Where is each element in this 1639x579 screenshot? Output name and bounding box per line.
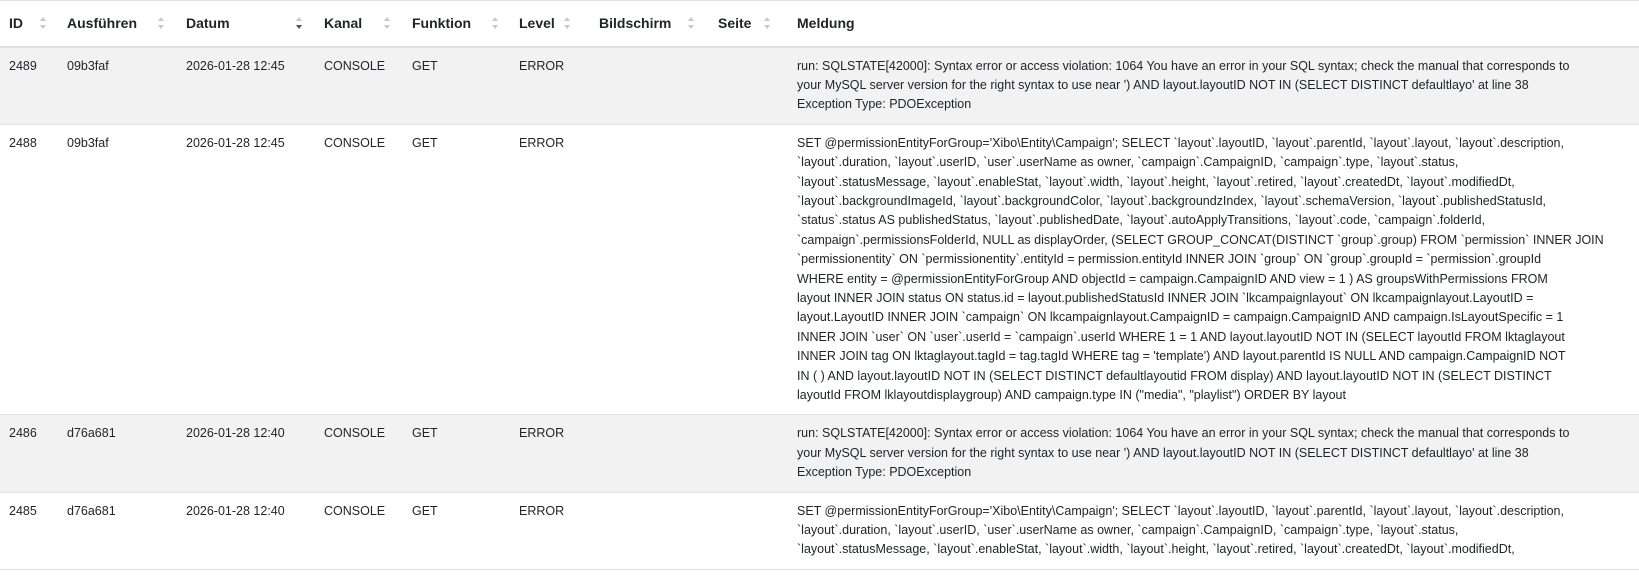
column-header-id[interactable]: [0, 1, 58, 47]
cell-page: [709, 47, 788, 125]
cell-page: [709, 415, 788, 492]
sort-icon[interactable]: [158, 15, 166, 31]
cell-id: 2485: [9, 503, 37, 518]
message-line: layout INNER JOIN status ON status.id = layout.publishedStatusId INNER JOIN `lkcampaignlayout` ON lkcampaignlayout.LayoutID =: [797, 290, 1534, 305]
table-row[interactable]: [0, 415, 1639, 492]
cell-channel: CONSOLE: [324, 135, 386, 150]
message-line: `permissionentity` ON `permissionentity`.entityId = permission.entityId INNER JOIN `group` ON `group`.groupId = `permission`.groupId: [797, 252, 1542, 267]
message-line: `layout`.statusMessage, `layout`.enableStat, `layout`.width, `layout`.height, `layout`.retired, `layout`.createdDt, `layout`.modifiedDt,: [797, 542, 1515, 557]
table-row[interactable]: [0, 492, 1639, 569]
message-line: run: SQLSTATE[42000]: Syntax error or access violation: 1064 You have an error in your SQL syntax; check the manual that corresponds to: [797, 58, 1570, 73]
cell-message: [788, 47, 1639, 125]
message-line: INNER JOIN tag ON lktaglayout.tagId = tag.tagId WHERE tag = 'template') AND layout.parentId IS NULL AND campaign.CampaignID NOT: [797, 349, 1566, 364]
cell-channel: CONSOLE: [324, 426, 386, 441]
table-body: [0, 47, 1639, 570]
message-line: IN ( ) AND layout.layoutID NOT IN (SELECT DISTINCT defaultlayoutid FROM display) AND layout.layoutID NOT IN (SELECT DISTINCT: [797, 368, 1552, 383]
column-header-date[interactable]: [177, 1, 315, 47]
cell-channel: CONSOLE: [324, 58, 386, 73]
cell-id: 2486: [9, 426, 37, 441]
column-header-label: Datum: [186, 15, 230, 32]
sort-icon[interactable]: [384, 15, 392, 31]
message-line: `campaign`.permissionsFolderId, NULL as displayOrder, (SELECT GROUP_CONCAT(DISTINCT `group`.group) FROM `permission` INNER JOIN: [797, 232, 1604, 247]
cell-level: ERROR: [519, 58, 565, 73]
message-line: SET @permissionEntityForGroup='Xibo\Entity\Campaign'; SELECT `layout`.layoutID, `layout`.parentId, `layout`.layout, `layout`.description,: [797, 503, 1564, 518]
cell-channel: CONSOLE: [324, 503, 386, 518]
message-line: your MySQL server version for the right syntax to use near ') AND layout.layoutID NOT IN (SELECT DISTINCT defaultlayo' at line 38: [797, 77, 1529, 92]
cell-date: 2026-01-28 12:45: [186, 58, 285, 73]
table-row[interactable]: [0, 47, 1639, 125]
message-line: INNER JOIN `user` ON `user`.userId = `campaign`.userId WHERE 1 = 1 AND layout.layoutID NOT IN (SELECT layoutId FROM lktaglayout: [797, 329, 1565, 344]
cell-level: ERROR: [519, 503, 565, 518]
cell-run: d76a681: [67, 503, 116, 518]
cell-display: [590, 124, 709, 415]
cell-level: ERROR: [519, 426, 565, 441]
cell-message: [788, 415, 1639, 492]
column-header-label: Bildschirm: [599, 15, 672, 32]
column-header-run[interactable]: [58, 1, 177, 47]
message-line: Exception Type: PDOException: [797, 97, 972, 112]
sort-icon[interactable]: [688, 15, 696, 31]
message-line: `status`.status AS publishedStatus, `layout`.publishedDate, `layout`.autoApplyTransitions, `layout`.code, `campaign`.folderId,: [797, 213, 1486, 228]
column-header-label: ID: [9, 15, 23, 32]
cell-function: GET: [412, 503, 438, 518]
column-header-label: Kanal: [324, 15, 363, 32]
cell-function: GET: [412, 58, 438, 73]
cell-run: d76a681: [67, 426, 116, 441]
cell-date: 2026-01-28 12:40: [186, 503, 285, 518]
message-line: `layout`.duration, `layout`.userID, `user`.userName as owner, `campaign`.CampaignID, `campaign`.type, `layout`.status,: [797, 523, 1459, 538]
column-header-display[interactable]: [590, 1, 709, 47]
cell-function: GET: [412, 135, 438, 150]
cell-level: ERROR: [519, 135, 565, 150]
cell-page: [709, 124, 788, 415]
message-line: layout.LayoutID INNER JOIN `campaign` ON lkcampaignlayout.CampaignID = campaign.CampaignID AND campaign.IsLayoutSpecific = 1: [797, 310, 1564, 325]
message-line: your MySQL server version for the right syntax to use near ') AND layout.layoutID NOT IN (SELECT DISTINCT defaultlayo' at line 38: [797, 445, 1529, 460]
sort-icon[interactable]: [764, 15, 772, 31]
column-header-function[interactable]: [403, 1, 510, 47]
message-line: WHERE entity = @permissionEntityForGroup AND objectId = campaign.CampaignID AND view = 1 ) AS groupsWithPermissions FROM: [797, 271, 1548, 286]
message-line: Exception Type: PDOException: [797, 465, 972, 480]
cell-date: 2026-01-28 12:45: [186, 135, 285, 150]
message-line: layoutId FROM lklayoutdisplaygroup) AND campaign.type IN ("media", "playlist") ORDER BY layout: [797, 388, 1346, 402]
cell-id: 2489: [9, 58, 37, 73]
column-header-message[interactable]: [788, 1, 1639, 47]
cell-function: GET: [412, 426, 438, 441]
table-row[interactable]: [0, 124, 1639, 415]
sort-icon[interactable]: [564, 15, 572, 31]
cell-message: [788, 492, 1639, 569]
cell-run: 09b3faf: [67, 135, 109, 150]
cell-date: 2026-01-28 12:40: [186, 426, 285, 441]
sort-desc-icon[interactable]: [296, 15, 304, 31]
column-header-page[interactable]: [709, 1, 788, 47]
sort-icon[interactable]: [492, 15, 500, 31]
cell-message: [788, 124, 1639, 415]
message-line: `layout`.statusMessage, `layout`.enableStat, `layout`.width, `layout`.height, `layout`.retired, `layout`.createdDt, `layout`.modifiedDt,: [797, 174, 1515, 189]
column-header-label: Funktion: [412, 15, 472, 32]
message-line: `layout`.backgroundImageId, `layout`.backgroundColor, `layout`.backgroundzIndex, `layout`.schemaVersion, `layout`.publishedStatusId,: [797, 193, 1547, 208]
table-header-row: [0, 1, 1639, 47]
column-header-level[interactable]: [510, 1, 590, 47]
column-header-label: Meldung: [797, 15, 855, 32]
message-line: `layout`.duration, `layout`.userID, `user`.userName as owner, `campaign`.CampaignID, `campaign`.type, `layout`.status,: [797, 155, 1459, 170]
column-header-label: Level: [519, 15, 555, 32]
cell-page: [709, 492, 788, 569]
column-header-label: Seite: [718, 15, 752, 32]
column-header-label: Ausführen: [67, 15, 137, 32]
cell-display: [590, 47, 709, 125]
column-header-channel[interactable]: [315, 1, 403, 47]
message-line: run: SQLSTATE[42000]: Syntax error or access violation: 1064 You have an error in your SQL syntax; check the manual that corresponds to: [797, 426, 1570, 441]
message-line: SET @permissionEntityForGroup='Xibo\Entity\Campaign'; SELECT `layout`.layoutID, `layout`.parentId, `layout`.layout, `layout`.description,: [797, 135, 1564, 150]
cell-display: [590, 492, 709, 569]
cell-id: 2488: [9, 135, 37, 150]
cell-display: [590, 415, 709, 492]
sort-icon[interactable]: [40, 15, 48, 31]
cell-run: 09b3faf: [67, 58, 109, 73]
